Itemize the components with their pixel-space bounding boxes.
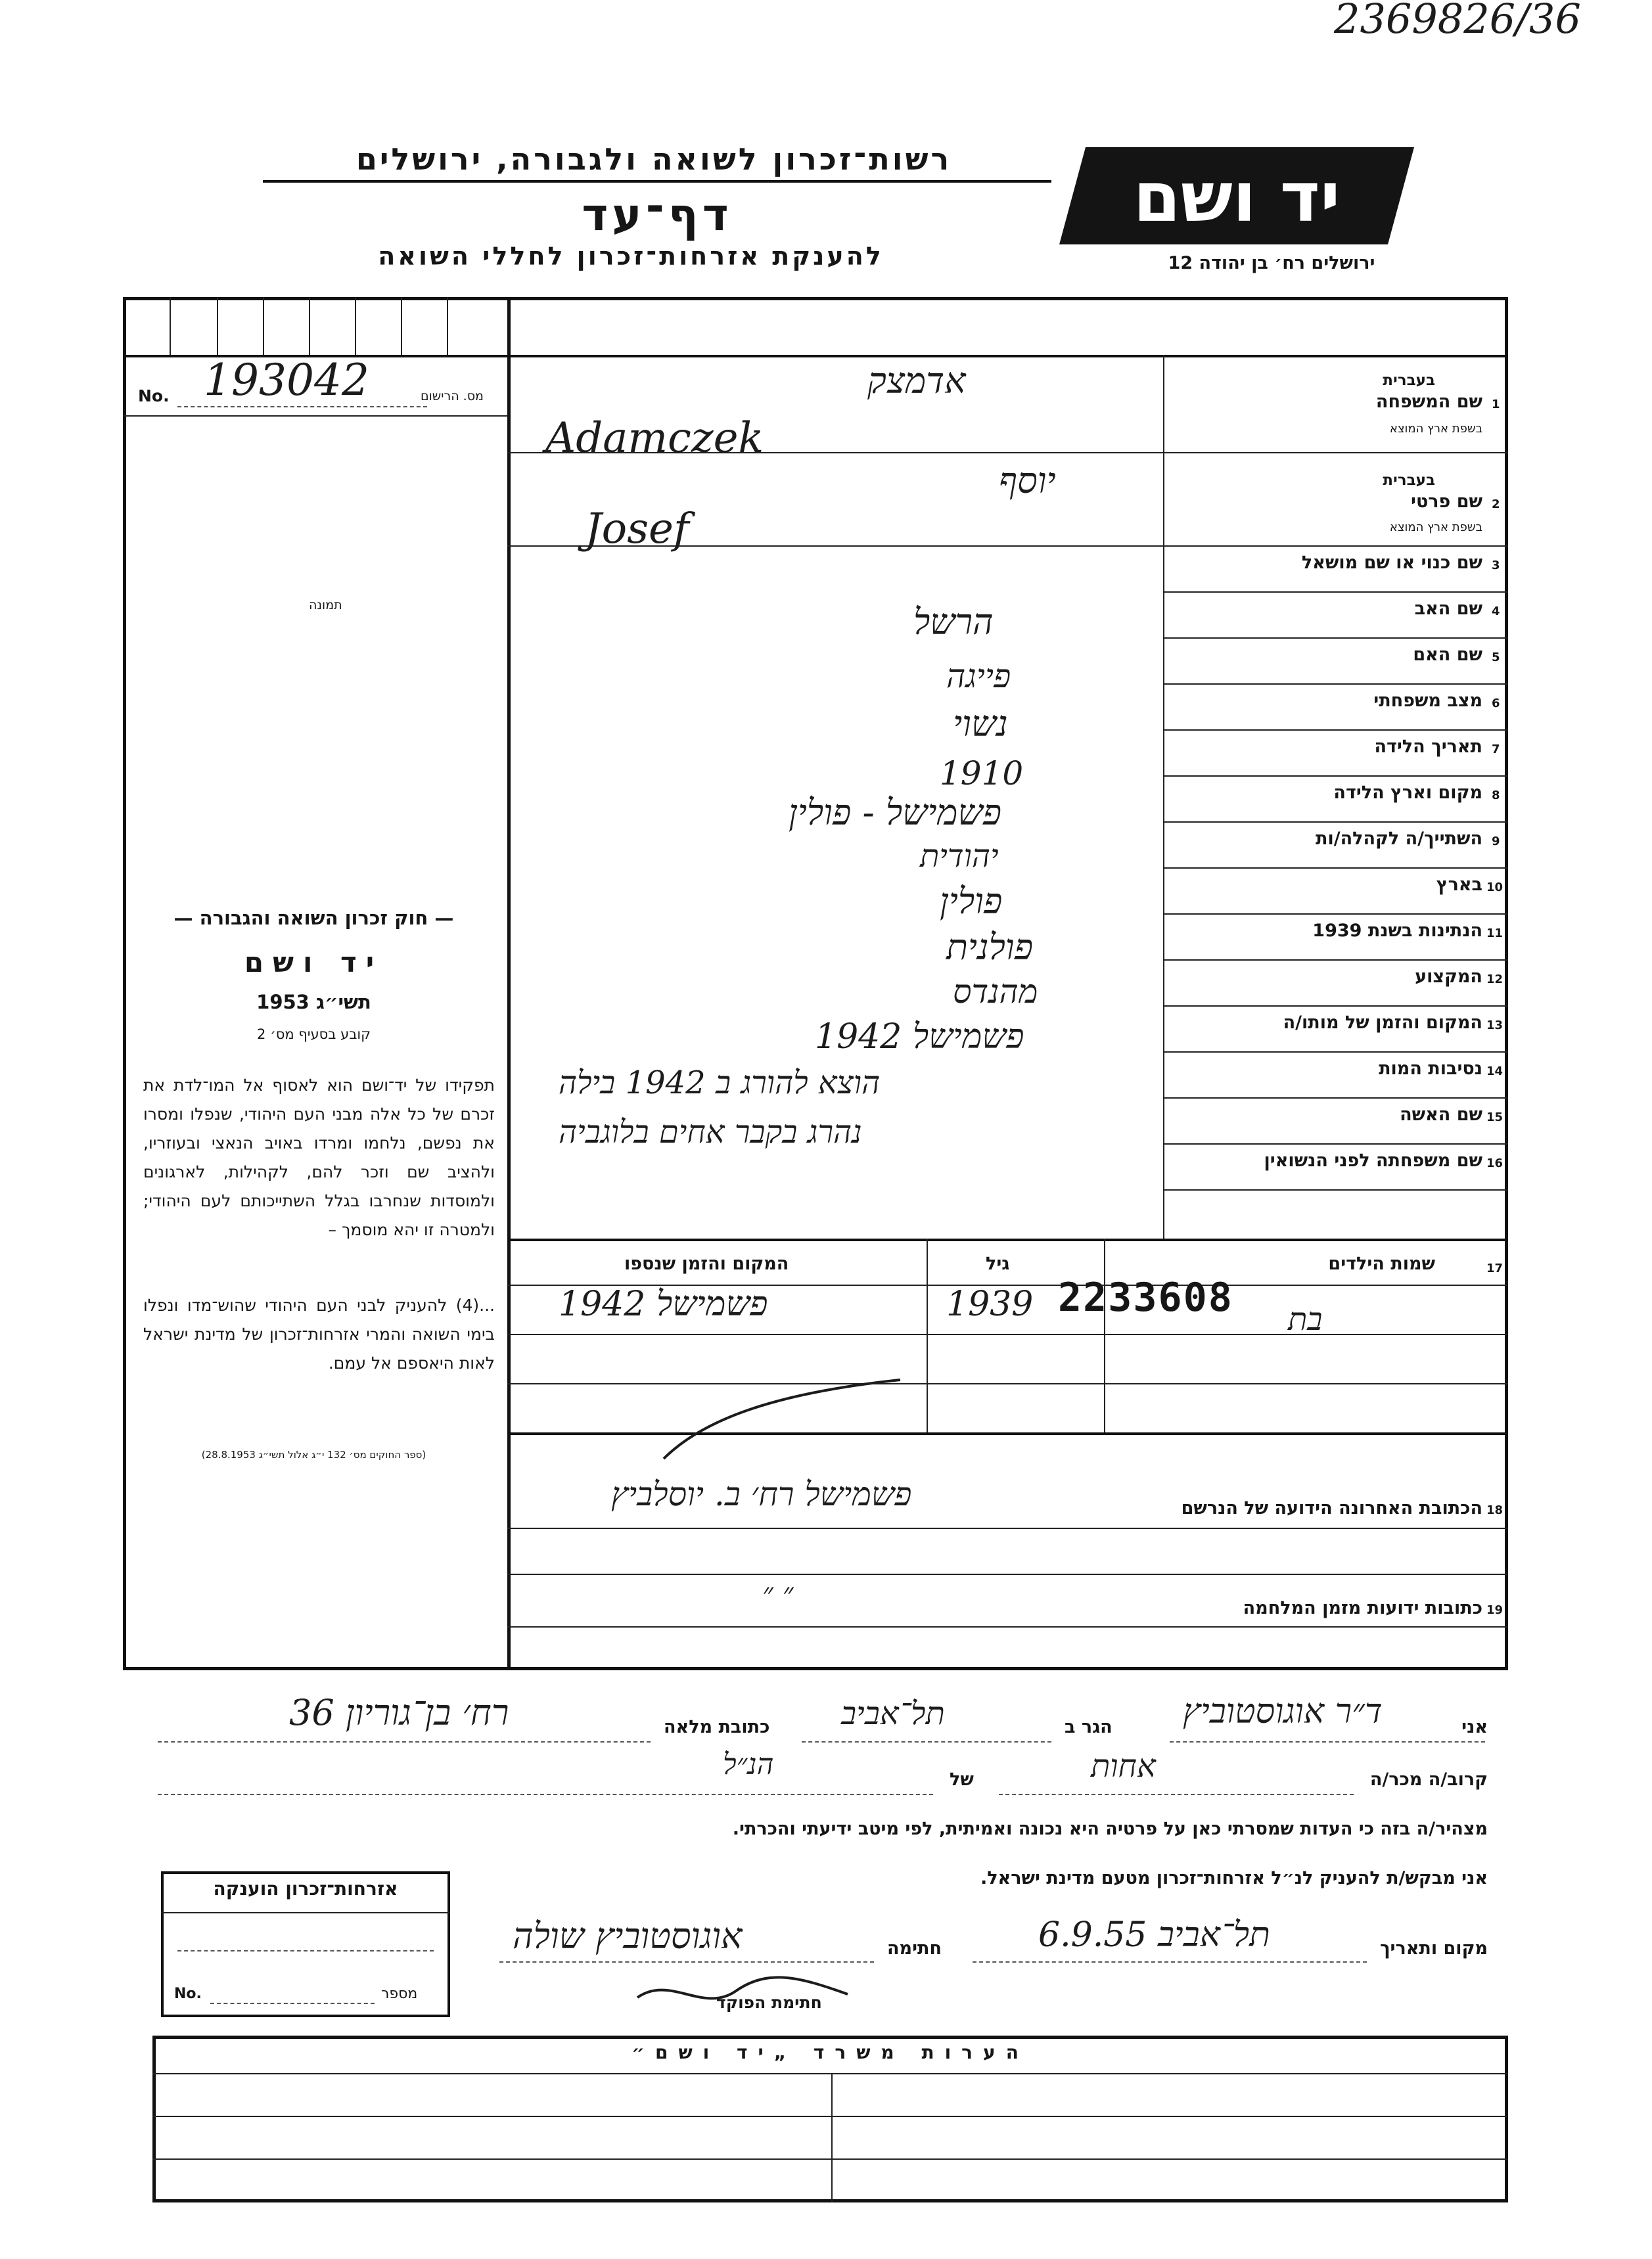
- logo-text: יד ושם: [1133, 157, 1341, 237]
- field-1-sub2: בשפת ארץ המוצא: [1389, 422, 1482, 436]
- field-5-label: שם האם: [1413, 645, 1482, 665]
- field-15-label: שם האשה: [1400, 1105, 1482, 1125]
- of-value: הנ״ל: [723, 1748, 774, 1781]
- law-text-1: תפקידו של יד־ושם הוא לאסוף אל המו־לדת את זכרם של כל אלה מבני העם היהודי, שנפלו ומסרו את נפשם, נלחמו ומרדו באויב הנאצי ובעוזריו, ולהציב שם וזכר להם, לקהילות, לארגונים ולמוסדות שנחרבו בגלל השתייכותם לעם היהודי; ולמטרה זו יהא מוסמך –: [143, 1076, 495, 1239]
- field-18-number: 18: [1486, 1503, 1503, 1517]
- field-10-number: 10: [1486, 880, 1503, 894]
- children-col-place: המקום והזמן שנספו: [624, 1254, 789, 1274]
- field-4-number: 4: [1492, 605, 1500, 618]
- reg-no-value: 193042: [204, 355, 369, 405]
- declarant-ani-label: אני: [1461, 1717, 1488, 1737]
- citizenship-title: אזרחות־זכרון הוענקה: [213, 1878, 398, 1900]
- field-1-label: שם המשפחה: [1375, 392, 1482, 412]
- relation-value: אחות: [1091, 1748, 1156, 1785]
- child-1-place: פשמישל 1942: [559, 1285, 768, 1324]
- address: ירושלים רח׳ בן יהודה 12: [1168, 253, 1375, 273]
- field-15-value: נהרג בקבר אחים בלוגביה: [559, 1114, 862, 1151]
- field-19-value: ״ ״: [762, 1577, 794, 1610]
- field-2-value: יוסף: [999, 460, 1056, 501]
- field-15-number: 15: [1486, 1110, 1503, 1124]
- field-12-value: מהנדס: [953, 972, 1038, 1011]
- field-13-label: המקום והזמן של מותו/ה: [1283, 1013, 1482, 1033]
- field-13-number: 13: [1486, 1018, 1503, 1032]
- field-4-label: שם האב: [1414, 599, 1482, 619]
- photo-label: תמונה: [309, 598, 342, 612]
- field-1-number: 1: [1492, 398, 1500, 411]
- of-label: של: [950, 1769, 974, 1790]
- citizenship-no-label: No.: [174, 1986, 202, 2002]
- field-18-label: הכתובת האחרונה הידועה של הנרשם: [1181, 1498, 1482, 1518]
- field-18-value: פשמישל רח׳ ב. יוסלביץ: [611, 1475, 912, 1513]
- field-7-label: תאריך הלידה: [1374, 737, 1482, 757]
- relative-label: קרוב/ה מכר/ה: [1369, 1769, 1488, 1790]
- yad-vashem-logo: [1059, 147, 1414, 246]
- field-4-value: הרשל: [913, 601, 994, 643]
- child-1-name: בת: [1288, 1301, 1323, 1338]
- field-12-number: 12: [1486, 972, 1503, 986]
- address-label: כתובת מלאה: [664, 1717, 770, 1737]
- request-text: אני מבקש/ת להעניק לנ״ל אזרחות־זכרון מטעם מדינת ישראל.: [980, 1868, 1488, 1888]
- field-13-value: פשמישל 1942: [815, 1017, 1024, 1057]
- field-14-label: נסיבות המות: [1379, 1059, 1482, 1079]
- declare-text: מצהיר/ה בזה כי העדות שמסרתי כאן על פרטיה היא נכונה ואמיתית, לפי מיטב ידיעתי והכרתי.: [732, 1819, 1488, 1839]
- field-1-value: אדמצק: [867, 360, 966, 401]
- law-year: תשי״ג 1953: [256, 991, 371, 1013]
- law-name: יד ושם: [244, 946, 384, 978]
- archive-number: 2369826/36: [1334, 0, 1581, 43]
- field-5-value: פייגה: [946, 657, 1011, 695]
- declarant-name: ד״ר אוגוסטוביץ: [1183, 1692, 1383, 1731]
- field-9-value: יהודית: [920, 838, 999, 875]
- place-date-value: תל־אביב 6.9.55: [1038, 1915, 1270, 1955]
- field-2-sub2: בשפת ארץ המוצא: [1389, 520, 1482, 534]
- field-9-number: 9: [1492, 834, 1500, 848]
- law-source: (ספר החוקים מס׳ 132 י״ג אלול תשי״ג 28.8.1953): [201, 1449, 426, 1461]
- field-9-label: השתייך/ה לקהלה/ות: [1316, 829, 1482, 849]
- field-10-label: בארץ: [1436, 875, 1482, 895]
- field-1-value2: Adamczek: [545, 414, 764, 463]
- child-1-age: 1939: [946, 1285, 1034, 1324]
- field-3-label: שם כנוי או שם מושאל: [1301, 553, 1482, 573]
- field-14-number: 14: [1486, 1064, 1503, 1078]
- field-17-number: 17: [1486, 1262, 1503, 1275]
- children-col-names: שמות הילדים: [1328, 1254, 1435, 1274]
- field-7-value: 1910: [940, 754, 1024, 792]
- field-3-number: 3: [1492, 559, 1500, 572]
- law-title: — חוק זכרון השואה והגבורה —: [173, 907, 454, 929]
- field-19-label: כתובות ידועות מזמן המלחמה: [1243, 1598, 1482, 1618]
- field-16-number: 16: [1486, 1156, 1503, 1170]
- strike-mark: [657, 1373, 907, 1465]
- official-label: חתימת הפוקד: [716, 1993, 822, 2012]
- city-value: תל־אביב: [841, 1695, 945, 1732]
- reg-no-label: No.: [138, 386, 170, 405]
- field-2-label: שם פרטי: [1411, 491, 1482, 512]
- field-16-label: שם משפחתה לפני הנשואין: [1264, 1151, 1482, 1171]
- form-subtitle: להענקת אזרחות־זכרון לחללי השואה: [378, 242, 884, 271]
- archive-stamp: 2233608: [1058, 1275, 1233, 1321]
- signature-value: אוגוסטוביץ שולה: [513, 1915, 743, 1957]
- field-11-number: 11: [1486, 926, 1503, 940]
- field-2-value2: Josef: [585, 505, 689, 553]
- field-10-value: פולין: [940, 880, 1003, 922]
- address-value: רח׳ בן־גוריון 36: [289, 1692, 509, 1733]
- field-8-value: פשמישל - פולין: [789, 792, 1002, 833]
- law-text-2: ...(4) להעניק לבני העם היהודי שהוש־מדו ונפלו בימי השואה והמרי אזרחות־זכרון של מדינת ישראל לאות היאספם אל עמם.: [143, 1296, 495, 1373]
- field-2-sub: בעברית: [1383, 472, 1435, 489]
- law-clause: קובע בסעיף מס׳ 2: [257, 1026, 371, 1042]
- citizenship-no-hebrew: מספר: [381, 1986, 418, 2002]
- field-6-number: 6: [1492, 696, 1500, 710]
- children-col-age: גיל: [986, 1254, 1010, 1274]
- form-title: דף־עד: [582, 189, 733, 241]
- field-7-number: 7: [1492, 742, 1500, 756]
- field-8-label: מקום וארץ הלידה: [1333, 783, 1482, 803]
- resides-label: הגר ב: [1065, 1717, 1113, 1737]
- field-12-label: המקצוע: [1415, 967, 1482, 987]
- place-date-label: מקום ותאריך: [1379, 1938, 1488, 1959]
- reg-no-hebrew: מס. הרישום: [421, 389, 484, 403]
- field-11-label: הנתינות בשנת 1939: [1312, 921, 1482, 941]
- field-11-value: פולנית: [946, 926, 1034, 968]
- field-8-number: 8: [1492, 788, 1500, 802]
- authority-name: רשות־זכרון לשואה ולגבורה, ירושלים: [356, 141, 952, 177]
- field-2-number: 2: [1492, 497, 1500, 511]
- field-6-label: מצב משפחתי: [1373, 691, 1482, 711]
- field-14-value: הוצא להורג ב 1942 בילה: [559, 1064, 881, 1101]
- signature-label: חתימה: [887, 1938, 942, 1959]
- remarks-title: הערות משרד „יד ושם״: [631, 2042, 1029, 2063]
- field-19-number: 19: [1486, 1603, 1503, 1617]
- field-5-number: 5: [1492, 650, 1500, 664]
- field-1-sub: בעברית: [1383, 372, 1435, 389]
- field-6-value: נשוי: [953, 703, 1008, 744]
